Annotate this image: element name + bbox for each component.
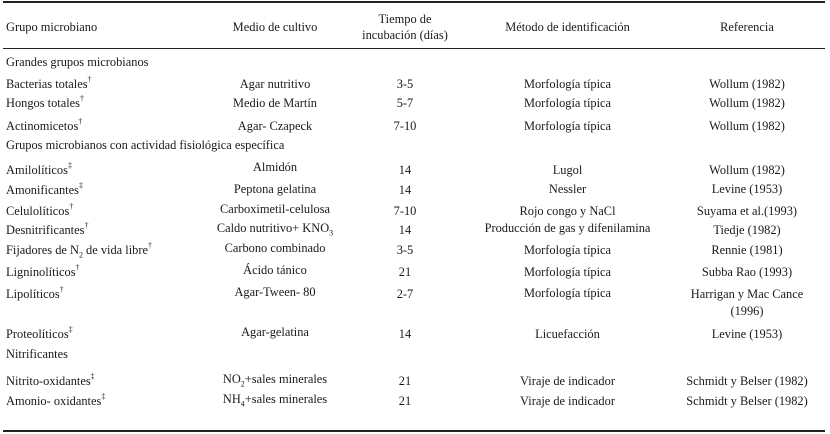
row-medio: Medio de Martín — [233, 96, 317, 110]
row-referencia: Schmidt y Belser (1982) — [686, 374, 808, 388]
row-metodo: Lugol — [552, 163, 583, 177]
header-tiempo-line1: Tiempo de — [378, 12, 432, 26]
row-metodo: Nessler — [548, 182, 587, 196]
row-medio: Almidón — [252, 160, 298, 174]
row-tiempo: 21 — [398, 265, 412, 279]
row-referencia: Subba Rao (1993) — [701, 265, 793, 279]
row-medio: Agar-gelatina — [241, 325, 309, 339]
row-medio: Agar nutritivo — [239, 77, 311, 91]
row-referencia: Tiedje (1982) — [713, 223, 781, 237]
row-grupo: Amonio- oxidantes‡ — [6, 391, 106, 408]
row-medio: Agar-Tween- 80 — [234, 285, 316, 299]
bottom-rule — [3, 430, 825, 432]
row-metodo: Morfología típica — [523, 77, 612, 91]
row-medio: Peptona gelatina — [233, 182, 317, 196]
row-tiempo: 3-5 — [396, 77, 414, 91]
row-tiempo: 7-10 — [393, 204, 417, 218]
row-metodo: Viraje de indicador — [520, 394, 615, 408]
section-actividad-fisiologica: Grupos microbianos con actividad fisiológica específica — [6, 138, 285, 152]
row-medio: Carbono combinado — [224, 241, 326, 255]
row-grupo: Bacterias totales† — [6, 74, 92, 91]
row-referencia: Suyama et al.(1993) — [696, 204, 798, 218]
row-grupo: Lipolíticos† — [6, 284, 64, 301]
row-metodo: Viraje de indicador — [520, 374, 615, 388]
row-tiempo: 14 — [398, 223, 412, 237]
row-metodo: Producción de gas y difenilamina — [484, 221, 651, 235]
row-tiempo: 3-5 — [396, 243, 414, 257]
top-rule — [3, 1, 825, 3]
row-referencia: Wollum (1982) — [709, 119, 785, 133]
row-grupo: Nitrito-oxidantes‡ — [6, 371, 95, 388]
row-metodo: Morfología típica — [523, 119, 612, 133]
header-tiempo-line2: incubación (días) — [362, 28, 448, 42]
row-metodo: Licuefacción — [535, 327, 600, 341]
row-grupo: Amilolíticos‡ — [6, 160, 72, 177]
row-referencia: Levine (1953) — [711, 327, 783, 341]
row-medio: Agar- Czapeck — [237, 119, 313, 133]
row-referencia: Wollum (1982) — [709, 96, 785, 110]
row-tiempo: 7-10 — [393, 119, 417, 133]
row-tiempo: 21 — [398, 374, 412, 388]
row-grupo: Proteolíticos‡ — [6, 324, 73, 341]
header-grupo: Grupo microbiano — [6, 20, 98, 34]
row-grupo: Fijadores de $N_2$ de vida libre† — [6, 240, 152, 260]
header-rule — [3, 48, 825, 49]
row-medio: Ácido tánico — [243, 263, 307, 277]
row-tiempo: 21 — [398, 394, 412, 408]
row-grupo: Desnitrificantes† — [6, 220, 89, 237]
section-grandes-grupos: Grandes grupos microbianos — [6, 55, 149, 69]
row-medio: Caldo nutritivo+ $KNO_3$ — [216, 221, 334, 238]
row-referencia: Levine (1953) — [711, 182, 783, 196]
row-metodo: Morfología típica — [523, 265, 612, 279]
row-tiempo: 14 — [398, 183, 412, 197]
section-nitrificantes: Nitrificantes — [6, 347, 68, 361]
row-medio: $NH_4+sales$ minerales — [222, 392, 328, 409]
row-tiempo: 14 — [398, 327, 412, 341]
row-metodo: Morfología típica — [523, 286, 612, 300]
row-medio: Carboximetil-celulosa — [219, 202, 331, 216]
row-grupo: Celulolíticos† — [6, 201, 74, 218]
row-tiempo: 5-7 — [396, 96, 414, 110]
header-medio: Medio de cultivo — [232, 20, 318, 34]
row-referencia: Wollum (1982) — [709, 163, 785, 177]
row-referencia: Wollum (1982) — [709, 77, 785, 91]
row-referencia: Schmidt y Belser (1982) — [686, 394, 808, 408]
row-grupo: Amonificantes‡ — [6, 180, 83, 197]
row-tiempo: 14 — [398, 163, 412, 177]
row-referencia-line1: Harrigan y Mac Cance — [690, 287, 804, 301]
header-metodo: Método de identificación — [505, 20, 630, 34]
row-grupo: Ligninolíticos† — [6, 262, 80, 279]
row-metodo: Morfología típica — [523, 96, 612, 110]
row-grupo: Actinomicetos† — [6, 116, 83, 133]
row-grupo: Hongos totales† — [6, 93, 84, 110]
row-referencia-line2: (1996) — [730, 304, 764, 318]
row-metodo: Morfología típica — [523, 243, 612, 257]
row-referencia: Rennie (1981) — [711, 243, 783, 257]
header-referencia: Referencia — [720, 20, 774, 34]
row-metodo: Rojo congo y NaCl — [519, 204, 616, 218]
row-medio: $NO_2+sales$ minerales — [222, 372, 328, 389]
row-tiempo: 2-7 — [396, 287, 414, 301]
